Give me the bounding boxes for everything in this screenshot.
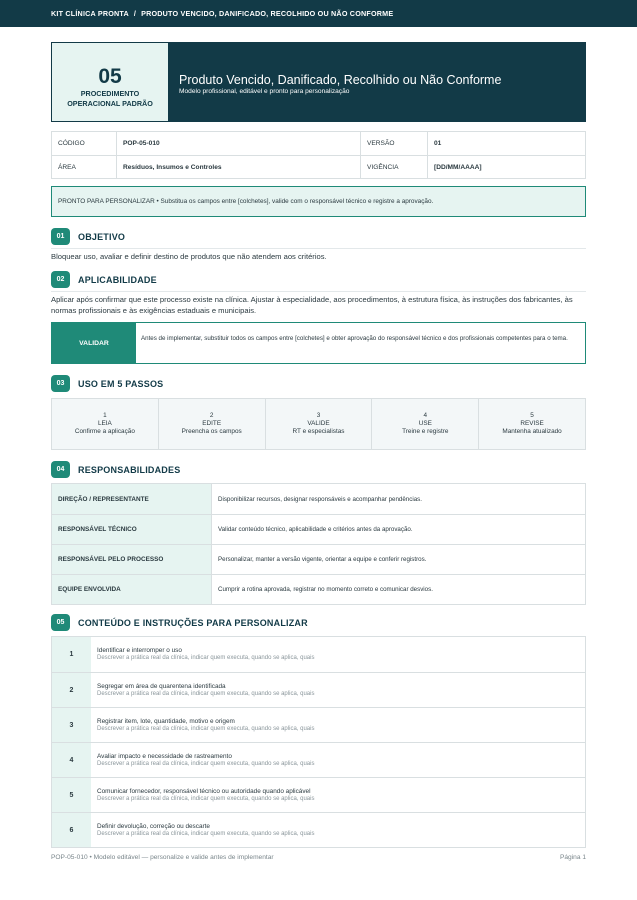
responsibilities-table bbox=[51, 483, 586, 605]
area-label: ÁREA bbox=[58, 163, 76, 171]
table-row bbox=[52, 637, 585, 672]
instruction-description: Descrever a prática real da clínica, indicar quem executa, quando se aplica, quais bbox=[97, 796, 315, 802]
procedure-badge bbox=[52, 43, 168, 121]
vigencia-value: [DD/MM/AAAA] bbox=[427, 156, 585, 178]
section-title: RESPONSABILIDADES bbox=[78, 464, 181, 475]
versao-value: 01 bbox=[427, 132, 585, 155]
metadata-table bbox=[51, 131, 586, 179]
instruction-title: Avaliar impacto e necessidade de rastreamento bbox=[97, 753, 232, 760]
section-number: 02 bbox=[51, 271, 70, 288]
role-cell: DIREÇÃO / REPRESENTANTE bbox=[52, 484, 211, 514]
document-header bbox=[51, 42, 586, 122]
role-description: Validar conteúdo técnico, aplicabilidade e critérios antes da aprovação. bbox=[211, 515, 585, 544]
page-title: Produto Vencido, Danificado, Recolhido ou Não Conforme bbox=[179, 73, 502, 87]
section-header-objetivo bbox=[51, 228, 586, 245]
section-title: CONTEÚDO E INSTRUÇÕES PARA PERSONALIZAR bbox=[78, 617, 308, 628]
objetivo-text: Bloquear uso, avaliar e definir destino de produtos que não atendem aos critérios. bbox=[51, 252, 327, 261]
section-title: APLICABILIDADE bbox=[78, 274, 157, 285]
instruction-description: Descrever a prática real da clínica, indicar quem executa, quando se aplica, quais bbox=[97, 691, 315, 697]
steps-strip bbox=[51, 398, 586, 450]
validar-label: VALIDAR bbox=[52, 323, 136, 363]
breadcrumb-kit: KIT CLÍNICA PRONTA bbox=[51, 9, 129, 18]
table-row bbox=[52, 742, 585, 777]
instruction-title: Segregar em área de quarentena identificada bbox=[97, 683, 226, 690]
step-item: 1 LEIA Confirme a aplicação bbox=[74, 411, 135, 436]
instruction-number: 4 bbox=[52, 743, 91, 777]
table-row bbox=[52, 514, 585, 544]
section-divider bbox=[51, 248, 586, 249]
role-description: Personalizar, manter a versão vigente, orientar a equipe e conferir registros. bbox=[211, 545, 585, 574]
top-breadcrumb-bar bbox=[0, 0, 637, 27]
instruction-number: 6 bbox=[52, 813, 91, 847]
instruction-number: 2 bbox=[52, 673, 91, 707]
table-row bbox=[52, 544, 585, 574]
section-header-passos bbox=[51, 375, 586, 392]
table-row bbox=[52, 484, 585, 514]
page-number: Página 1 bbox=[559, 854, 586, 861]
validar-callout bbox=[51, 322, 586, 364]
step-item: 2 EDITE Preencha os campos bbox=[158, 399, 265, 449]
page-subtitle: Modelo profissional, editável e pronto para personalização bbox=[179, 88, 350, 95]
metadata-row bbox=[52, 155, 585, 178]
header-title-panel bbox=[168, 43, 585, 121]
section-title: USO EM 5 PASSOS bbox=[78, 378, 164, 389]
codigo-value: POP-05-010 bbox=[116, 132, 360, 155]
section-number: 05 bbox=[51, 614, 70, 631]
personalize-notice: PRONTO PARA PERSONALIZAR • Substitua os campos entre [colchetes], valide com o responsável técnico e registre a aprovação. bbox=[51, 186, 586, 217]
footer-left: POP-05-010 • Modelo editável — personalize e valide antes de implementar bbox=[51, 854, 274, 861]
role-description: Cumprir a rotina aprovada, registrar no momento correto e comunicar desvios. bbox=[211, 575, 585, 604]
section-number: 01 bbox=[51, 228, 70, 245]
aplicabilidade-text: Aplicar após confirmar que este processo existe na clínica. Ajustar à especialidade, aos procedimentos, à estrutura física, às instruções dos fabricantes, às normas profissionais e às exigências estaduais e municipais. bbox=[51, 295, 573, 315]
role-cell: RESPONSÁVEL PELO PROCESSO bbox=[52, 545, 211, 574]
codigo-label: CÓDIGO bbox=[58, 140, 85, 147]
table-row bbox=[52, 812, 585, 847]
page-footer bbox=[51, 854, 586, 861]
section-number: 04 bbox=[51, 461, 70, 478]
instruction-title: Definir devolução, correção ou descarte bbox=[97, 823, 210, 830]
instruction-description: Descrever a prática real da clínica, indicar quem executa, quando se aplica, quais bbox=[97, 726, 315, 732]
table-row bbox=[52, 777, 585, 812]
section-header-conteudo bbox=[51, 614, 586, 631]
procedure-label: PROCEDIMENTO OPERACIONAL PADRÃO bbox=[67, 89, 153, 108]
section-header-responsabilidades bbox=[51, 461, 586, 478]
table-row bbox=[52, 672, 585, 707]
step-item: 4 USE Treine e registre bbox=[371, 399, 478, 449]
validar-text: Antes de implementar, substituir todos os campos entre [colchetes] e obter aprovação do responsável técnico e dos profissionais competentes para o tema. bbox=[141, 335, 568, 342]
section-title: OBJETIVO bbox=[78, 231, 126, 242]
instruction-title: Comunicar fornecedor, responsável técnico ou autoridade quando aplicável bbox=[97, 788, 311, 795]
step-item: 5 REVISE Mantenha atualizado bbox=[478, 399, 585, 449]
table-row bbox=[52, 574, 585, 604]
instruction-number: 5 bbox=[52, 778, 91, 812]
instruction-title: Registrar item, lote, quantidade, motivo e origem bbox=[97, 718, 235, 725]
procedure-number: 05 bbox=[98, 65, 122, 89]
role-description: Disponibilizar recursos, designar responsáveis e acompanhar pendências. bbox=[211, 484, 585, 514]
table-row bbox=[52, 707, 585, 742]
section-number: 03 bbox=[51, 375, 70, 392]
instruction-number: 1 bbox=[52, 637, 91, 672]
instruction-description: Descrever a prática real da clínica, indicar quem executa, quando se aplica, quais bbox=[97, 831, 315, 837]
vigencia-label: VIGÊNCIA bbox=[360, 156, 427, 178]
section-divider bbox=[51, 291, 586, 292]
versao-label: VERSÃO bbox=[360, 132, 427, 155]
instruction-description: Descrever a prática real da clínica, indicar quem executa, quando se aplica, quais bbox=[97, 761, 315, 767]
area-value: Resíduos, Insumos e Controles bbox=[116, 156, 360, 178]
step-item: 3 VALIDE RT e especialistas bbox=[265, 399, 372, 449]
breadcrumb-separator: / bbox=[133, 9, 137, 18]
instruction-description: Descrever a prática real da clínica, indicar quem executa, quando se aplica, quais bbox=[97, 655, 315, 661]
breadcrumb-doc: PRODUTO VENCIDO, DANIFICADO, RECOLHIDO OU NÃO CONFORME bbox=[141, 9, 394, 18]
instruction-number: 3 bbox=[52, 708, 91, 742]
role-cell: RESPONSÁVEL TÉCNICO bbox=[52, 515, 211, 544]
role-cell: EQUIPE ENVOLVIDA bbox=[52, 575, 211, 604]
section-header-aplicabilidade bbox=[51, 271, 586, 288]
instructions-table bbox=[51, 636, 586, 848]
metadata-row bbox=[52, 132, 585, 155]
instruction-title: Identificar e interromper o uso bbox=[97, 647, 182, 654]
